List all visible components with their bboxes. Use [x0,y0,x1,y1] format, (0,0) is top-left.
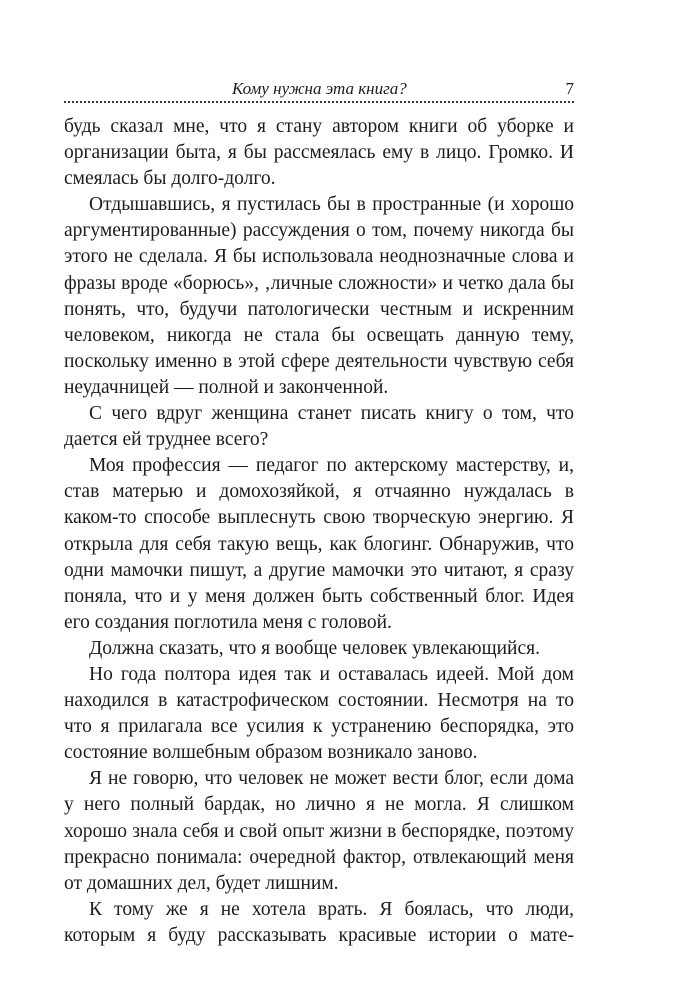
running-title: Кому нужна эта книга? [232,79,407,98]
paragraph-5: Должна сказать, что я вообще человек увлекающийся. [89,637,540,659]
paragraph-7: Я не говорю, что человек не может вести блог, если дома у него полный бардак, но лично я не могла. Я слишком хорошо знала себя и свой опыт жизни в беспорядке, поэтому прекрасно понимала: очередной фактор, отвлекающий меня от домашних дел, будет лишним. [64,768,574,894]
paragraph-8: К тому же я не хотела врать. Я боялась, что люди, которым я буду рассказывать красивые истории о мате- [64,898,574,946]
paragraph-2: Отдышавшись, я пустилась бы в пространные (и хорошо аргументированные) рассуждения о том, почему никогда бы этого не сделала. Я бы использовала неоднозначные слова и фразы вроде «борюсь», ‚личные сложности» и четко дала бы понять, что, будучи патологически честным и искренним человеком, никогда не стала бы освещать данную тему, поскольку именно в этой сфере деятельности чувствую себя неудачницей — полной и законченной. [64,194,574,398]
page-number: 7 [565,79,574,98]
paragraph-3: С чего вдруг женщина станет писать книгу о том, что дается ей труднее всего? [64,403,574,451]
page-header [64,78,574,102]
body-text [64,114,574,949]
header-divider [64,101,574,103]
paragraph-4: Моя профессия — педагог по актерскому мастерству, и, став матерью и домохозяйкой, я отчаянно нуждалась в каком-то способе выплеснуть свою творческую энергию. Я открыла для себя такую вещь, как блогинг. Обнаружив, что одни мамочки пишут, а другие мамочки это читают, я сразу поняла, что и у меня должен быть собственный блог. Идея его создания поглотила меня с головой. [64,455,574,633]
paragraph-1: будь сказал мне, что я стану автором книги об уборке и организации быта, я бы рассмеялась ему в лицо. Громко. И смеялась бы долго-долго. [64,116,574,190]
paragraph-6: Но года полтора идея так и оставалась идеей. Мой дом находился в катастрофическом состоянии. Несмотря на то что я прилагала все усилия к устранению беспорядка, это состояние волшебным образом возникало заново. [64,663,574,764]
